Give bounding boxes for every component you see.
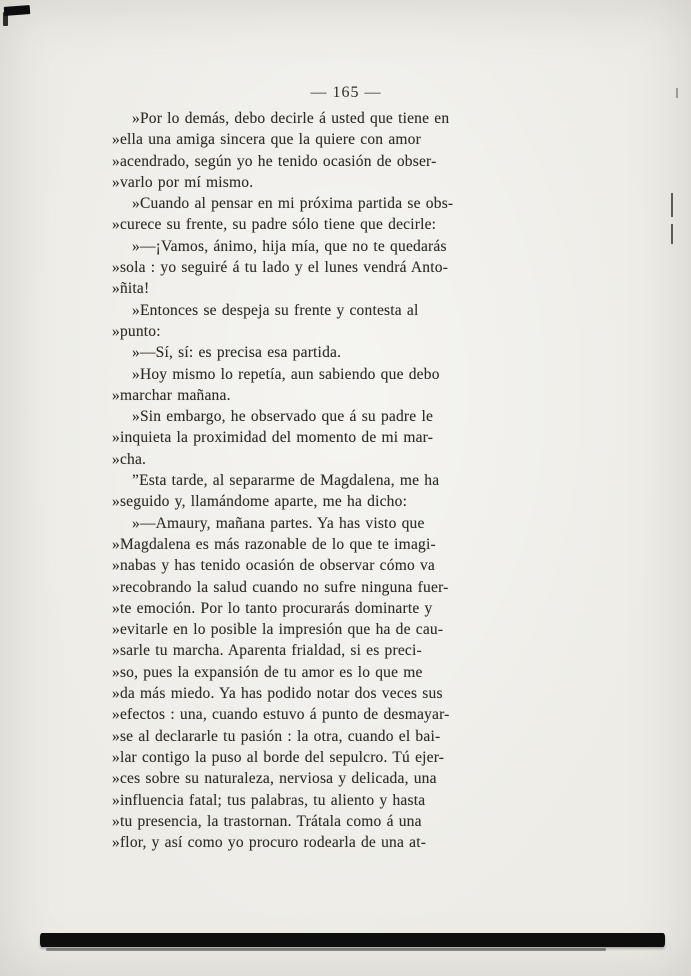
text-line: »recobrando la salud cuando no sufre ninguna fuer- — [112, 578, 449, 596]
text-line: »influencia fatal; tus palabras, tu aliento y hasta — [112, 791, 426, 809]
scan-artifact-right-edge-1 — [671, 193, 673, 217]
text-line: »lar contigo la puso al borde del sepulcro. Tú ejer- — [112, 748, 445, 766]
text-line: »cha. — [112, 450, 147, 468]
scan-artifact-right-edge-3 — [676, 88, 678, 98]
text-line: »—¡Vamos, ánimo, hija mía, que no te quedarás — [132, 237, 447, 255]
scan-artifact-top-left-tail — [3, 12, 8, 26]
text-line: »te emoción. Por lo tanto procurarás dominarte y — [112, 599, 433, 617]
text-line: »Magdalena es más razonable de lo que te imagi- — [112, 535, 436, 553]
text-line: »sola : yo seguiré á tu lado y el lunes vendrá Anto- — [112, 259, 449, 277]
text-line: »da más miedo. Ya has podido notar dos veces sus — [112, 685, 443, 703]
text-line: »sarle tu marcha. Aparenta frialdad, si es preci- — [112, 642, 422, 660]
text-line: »acendrado, según yo he tenido ocasión de obser- — [112, 152, 437, 170]
text-line: »flor, y así como yo procuro rodearla de una at- — [112, 834, 427, 852]
text-line: »efectos : una, cuando estuvo á punto de desmayar- — [112, 706, 450, 724]
scan-artifact-right-edge-2 — [671, 224, 673, 244]
text-line: »ella una amiga sincera que la quiere con amor — [112, 131, 421, 149]
text-line: »nabas y has tenido ocasión de observar cómo va — [112, 557, 436, 575]
text-line: »marchar mañana. — [112, 386, 231, 404]
text-line: »curece su frente, su padre sólo tiene que decirle: — [112, 216, 437, 234]
text-line: »so, pues la expansión de tu amor es lo que me — [112, 663, 423, 681]
text-line: »Hoy mismo lo repetía, aun sabiendo que debo — [132, 365, 440, 383]
text-line: »varlo por mí mismo. — [112, 173, 254, 191]
text-line: »evitarle en lo posible la impresión que ha de cau- — [112, 621, 444, 639]
text-line: »se al declararle tu pasión : la otra, cuando el bai- — [112, 727, 441, 745]
text-block — [112, 108, 586, 853]
text-line: »punto: — [112, 322, 161, 340]
text-line: »inquieta la proximidad del momento de mi mar- — [112, 429, 434, 447]
text-line: »Entonces se despeja su frente y contesta al — [132, 301, 419, 319]
text-line: »tu presencia, la trastornan. Trátala como á una — [112, 812, 422, 830]
scan-bottom-bar — [40, 933, 665, 947]
text-line: »seguido y, llamándome aparte, me ha dicho: — [112, 493, 408, 511]
text-line: »Sin embargo, he observado que á su padre le — [132, 408, 434, 426]
text-line: »ñita! — [112, 280, 150, 298]
text-line: »—Sí, sí: es precisa esa partida. — [132, 344, 342, 362]
text-line: »ces sobre su naturaleza, nerviosa y delicada, una — [112, 770, 437, 788]
page-number: — 165 — — [310, 84, 382, 101]
text-line: »Cuando al pensar en mi próxima partida se obs- — [132, 195, 454, 213]
text-line: ”Esta tarde, al separarme de Magdalena, me ha — [132, 472, 440, 490]
scan-bottom-bar-smudge — [46, 948, 606, 951]
text-line: »Por lo demás, debo decirle á usted que tiene en — [132, 110, 450, 127]
text-line: »—Amaury, mañana partes. Ya has visto que — [132, 514, 425, 532]
